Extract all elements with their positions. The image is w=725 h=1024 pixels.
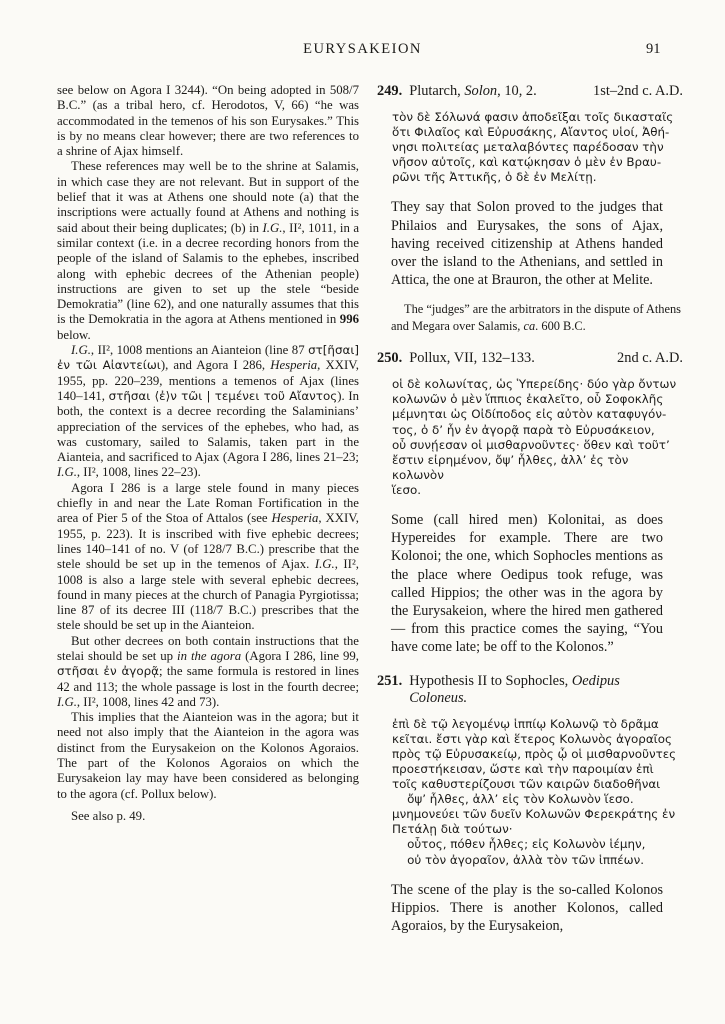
page-header-title: EURYSAKEION: [303, 41, 422, 57]
entry-source: Pollux, VII, 132–133.: [409, 350, 535, 367]
translation: They say that Solon proved to the judges that Philaios and Eurysakes, the sons of Ajax, having received citizenship at Athens handed over the island to the Athenians, and settled in Attica, the one at Brauron, the other at Melite.: [391, 199, 663, 289]
commentary-paragraph: Agora I 286 is a large stele found in many pieces chiefly in and near the Late Roman Fortification in the area of Pier 5 of the Stoa of Attalos (see Hesperia, XXIV, 1955, p. 223). It is inscribed with five ephebic decrees; lines 140–141 of no. V (of 128/7 B.C.) prescribe that the stele should be set up in the temenos of Ajax. I.G., II², 1008 is also a large stele with several ephebic decrees, found in many pieces at the church of Panagia Pyrgiotissa; line 87 of its decree III (118/7 B.C.) prescribes that the stele should be set up in the Aianteion.: [57, 480, 360, 633]
entry-date: 1st–2nd c. A.D.: [593, 83, 683, 99]
page-number: 91: [646, 41, 661, 57]
commentary-paragraph: I.G., II², 1008 mentions an Aianteion (line 87 στ[ῆσαι] ἐν τῶι Αἰαντείωι), and Agora I 286, Hesperia, XXIV, 1955, pp. 220–239, mentions a temenos of Ajax (lines 140–141, στῆσαι ⟨ἐ⟩ν τῶι | τεμένει τοῦ Αἴαντος). In both, the context is a decree recording the Salaminians’ appreciation of the services of the ephebes, who had, as was customary, sailed to Salamis, taken part in the Aianteia, and sacrificed to Ajax (Agora I 286, lines 21–23; I.G., II², 1008, lines 22–23).: [57, 343, 360, 480]
greek-quotation: οἱ δὲ κολωνίτας, ὡς Ὑπερείδης· δύο γὰρ ὄντων κολωνῶν ὁ μὲν ἵππιος ἐκαλεῖτο, οὗ Σοφοκλῆς μέμνηται ὡς Οἰδίποδος εἰς αὐτὸν καταφυγόν- τος, ὁ δ’ ἦν ἐν ἀγορᾷ παρὰ τὸ Εὐρυσάκειον, οὗ συνῄεσαν οἱ μισθαρνοῦντες· ὅθεν καὶ τοῦτ’ ἔστιν εἰρημένον, ὄψ’ ἦλθες, ἀλλ’ ἐς τὸν κολωνὸν ἵεσο.: [392, 377, 677, 497]
left-column: [57, 83, 359, 824]
entry-heading: [377, 673, 683, 707]
entry-date: 2nd c. A.D.: [617, 350, 683, 367]
translation: Some (call hired men) Kolonitai, as does Hypereides for example. There are two Kolonoi; the one, which Sophocles mentions as the place where Oedipus took refuge, was called Hippios; the other was in the agora by the Eurysakeion, where the hired men gathered — from this practice comes the saying, “You have come late; be off to the Kolonos.”: [391, 512, 663, 656]
entry-source: Hypothesis II to Sophocles, Oedipus Coloneus.: [409, 672, 620, 706]
entry-number: 251.: [377, 672, 403, 689]
see-also-note: See also p. 49.: [71, 808, 146, 823]
commentary-paragraph: These references may well be to the shrine at Salamis, in which case they are not relevant. But in support of the belief that it was at Athens one should note (a) that the inscriptions were actually found at Athens and nothing is said about their being duplicates; (b) in I.G., II², 1011, in a similar context (i.e. in a decree recording honors from the people of the island of Salamis to the ephebes, inscribed along with ephebic decrees of the Athenian people) instructions are given to set up the stele “beside Demokratia” (line 62), and one naturally assumes that this is the Demokratia in the agora at Athens mentioned in 996 below.: [57, 159, 359, 342]
entry-number: 249.: [377, 83, 403, 99]
entry-number: 250.: [377, 350, 403, 367]
entry-251: [377, 673, 683, 936]
entry-heading: [377, 350, 683, 367]
running-head: [0, 41, 725, 58]
commentary-paragraph: But other decrees on both contain instructions that the stelai should be set up in the agora (Agora I 286, line 99, στῆσαι ἐν ἀγορᾷ; the same formula is restored in lines 42 and 113; the whole passage is lost in the fourth decree; I.G., II², 1008, lines 42 and 73).: [57, 633, 360, 709]
commentary-paragraph: see below on Agora I 3244). “On being adopted in 508/7 B.C.” (as a tribal hero, cf. Herodotos, V, 66) “he was accommodated in the temenos of his son Eurysakes.” This is by no means clear however; there are two references to a shrine of Ajax himself.: [57, 83, 359, 159]
commentary-paragraph: This implies that the Aianteion was in the agora; but it need not also imply that the Aianteion in the agora was distinct from the Eurysakeion on the Kolonos Agoraios. The part of the Kolonos Agoraios on which the Eurysakeion lay may have been considered as belonging to the agora (cf. Pollux below).: [57, 710, 359, 801]
editorial-note: The “judges” are the arbitrators in the dispute of Athens and Megara over Salamis, ca. 600 B.C.: [391, 302, 681, 333]
greek-quotation: τὸν δὲ Σόλωνά φασιν ἀποδεῖξαι τοῖς δικασταῖς ὅτι Φιλαῖος καὶ Εὐρυσάκης, Αἴαντος υἱοί, Ἀθή- νησι πολιτείας μεταλαβόντες παρέδοσαν τὴν νῆσον αὐτοῖς, καὶ κατῴκησαν ὁ μὲν ἐν Βραυ- ρῶνι τῆς Ἀττικῆς, ὁ δὲ ἐν Μελίτῃ.: [392, 110, 674, 185]
entry-250: [377, 350, 683, 656]
translation: The scene of the play is the so-called Kolonos Hippios. There is another Kolonos, called Agoraios, by the Eurysakeion,: [391, 881, 663, 935]
greek-quotation: ἐπὶ δὲ τῷ λεγομένῳ ἱππίῳ Κολωνῷ τὸ δρᾶμα κεῖται. ἔστι γὰρ καὶ ἕτερος Κολωνὸς ἀγοραῖος πρὸς τῷ Εὐρυσακείῳ, πρὸς ᾧ οἱ μισθαρνοῦντες προεστήκεισαν, ὥστε καὶ τὴν παροιμίαν ἐπὶ τοῖς καθυστερίζουσι τῶν καιρῶν διαδοθῆναι ὄψ’ ἦλθες, ἀλλ’ εἰς τὸν Κολωνὸν ἵεσο. μνημονεύει τῶν δυεῖν Κολωνῶν Φερεκράτης ἐν Πετάλῃ διὰ τούτων· οὗτος, πόθεν ἦλθες; εἰς Κολωνὸν ἱέμην, οὐ τὸν ἀγοραῖον, ἀλλὰ τὸν τῶν ἱππέων.: [392, 716, 677, 867]
right-column: [377, 83, 683, 935]
entry-249: [377, 83, 683, 334]
entry-heading: [377, 83, 683, 100]
entry-source: Plutarch, Solon, 10, 2.: [409, 83, 537, 99]
